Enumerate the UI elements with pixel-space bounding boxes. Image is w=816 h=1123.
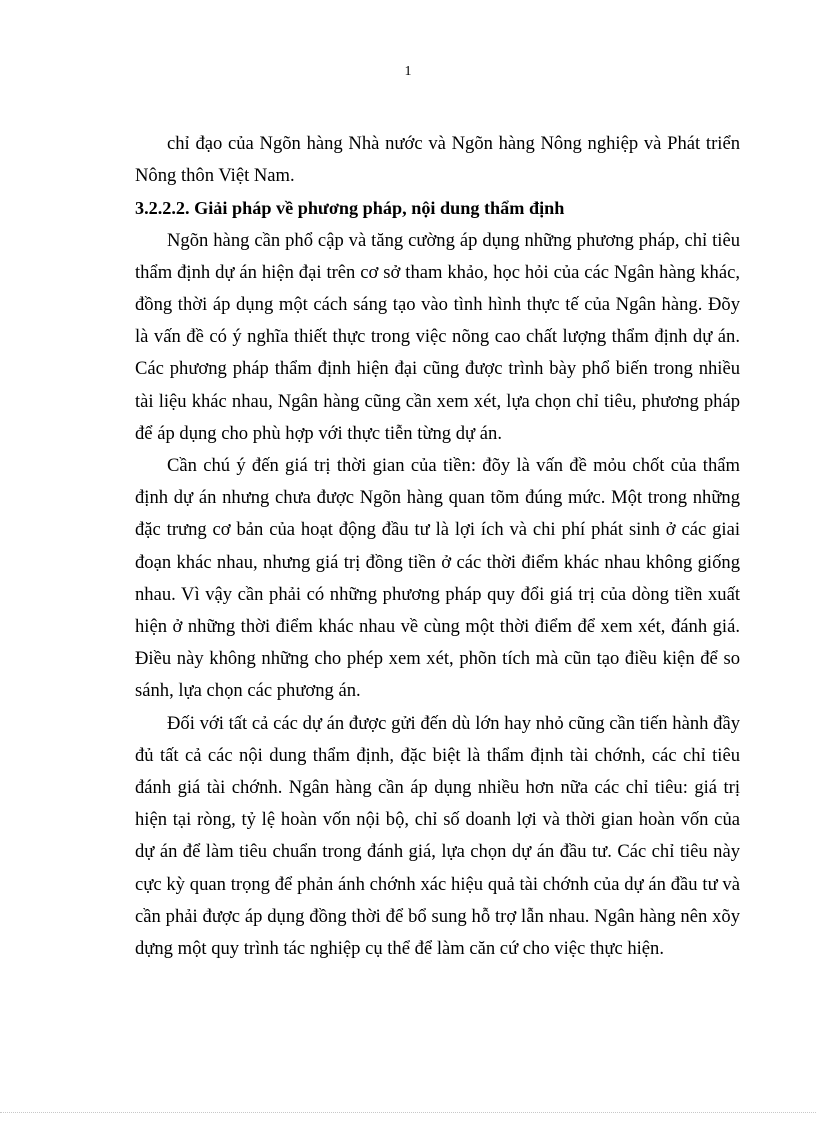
section-heading: 3.2.2.2. Giải pháp về phương pháp, nội dung thẩm định <box>135 198 565 219</box>
body-paragraph: Cần chú ý đến giá trị thời gian của tiền: đõy là vấn đề mỏu chốt của thẩm định dự án nhưng chưa được Ngõn hàng quan tõm đúng mức. Một trong những đặc trưng cơ bản của hoạt động đầu tư là lợi ích và chi phí phát sinh ở các giai đoạn khác nhau, nhưng giá trị đồng tiền ở các thời điểm khác nhau không giống nhau. Vì vậy cần phải có những phương pháp quy đổi giá trị của dòng tiền xuất hiện ở những thời điểm khác nhau về cùng một thời điểm để xem xét, đánh giá. Điều này không những cho phép xem xét, phõn tích mà cũn tạo điều kiện để so sánh, lựa chọn các phương án. <box>135 455 740 702</box>
document-body <box>135 128 740 965</box>
continuation-paragraph: chỉ đạo của Ngõn hàng Nhà nước và Ngõn hàng Nông nghiệp và Phát triển Nông thôn Việt Nam. <box>135 133 740 187</box>
page-bottom-divider <box>0 1112 816 1113</box>
body-paragraph: Ngõn hàng cần phổ cập và tăng cường áp dụng những phương pháp, chỉ tiêu thẩm định dự án hiện đại trên cơ sở tham khảo, học hỏi của các Ngân hàng khác, đồng thời áp dụng một cách sáng tạo vào tình hình thực tế của Ngân hàng. Đõy là vấn đề có ý nghĩa thiết thực trong việc nõng cao chất lượng thẩm định dự án. Các phương pháp thẩm định hiện đại cũng được trình bày phổ biến trong nhiều tài liệu khác nhau, Ngân hàng cũng cần xem xét, lựa chọn chỉ tiêu, phương pháp để áp dụng cho phù hợp với thực tiễn từng dự án. <box>135 229 740 444</box>
page-number: 1 <box>404 64 412 79</box>
body-paragraph: Đối với tất cả các dự án được gửi đến dù lớn hay nhỏ cũng cần tiến hành đầy đủ tất cả các nội dung thẩm định, đặc biệt là thẩm định tài chớnh, các chỉ tiêu đánh giá tài chớnh. Ngân hàng cần áp dụng nhiều hơn nữa các chỉ tiêu: giá trị hiện tại ròng, tỷ lệ hoàn vốn nội bộ, chỉ số doanh lợi và thời gian hoàn vốn của dự án để làm tiêu chuẩn trong đánh giá, lựa chọn dự án đầu tư. Các chỉ tiêu này cực kỳ quan trọng để phản ánh chớnh xác hiệu quả tài chớnh của dự án đầu tư và cần phải được áp dụng đồng thời để bổ sung hỗ trợ lẫn nhau. Ngân hàng nên xõy dựng một quy trình tác nghiệp cụ thể để làm căn cứ cho việc thực hiện. <box>135 712 740 960</box>
